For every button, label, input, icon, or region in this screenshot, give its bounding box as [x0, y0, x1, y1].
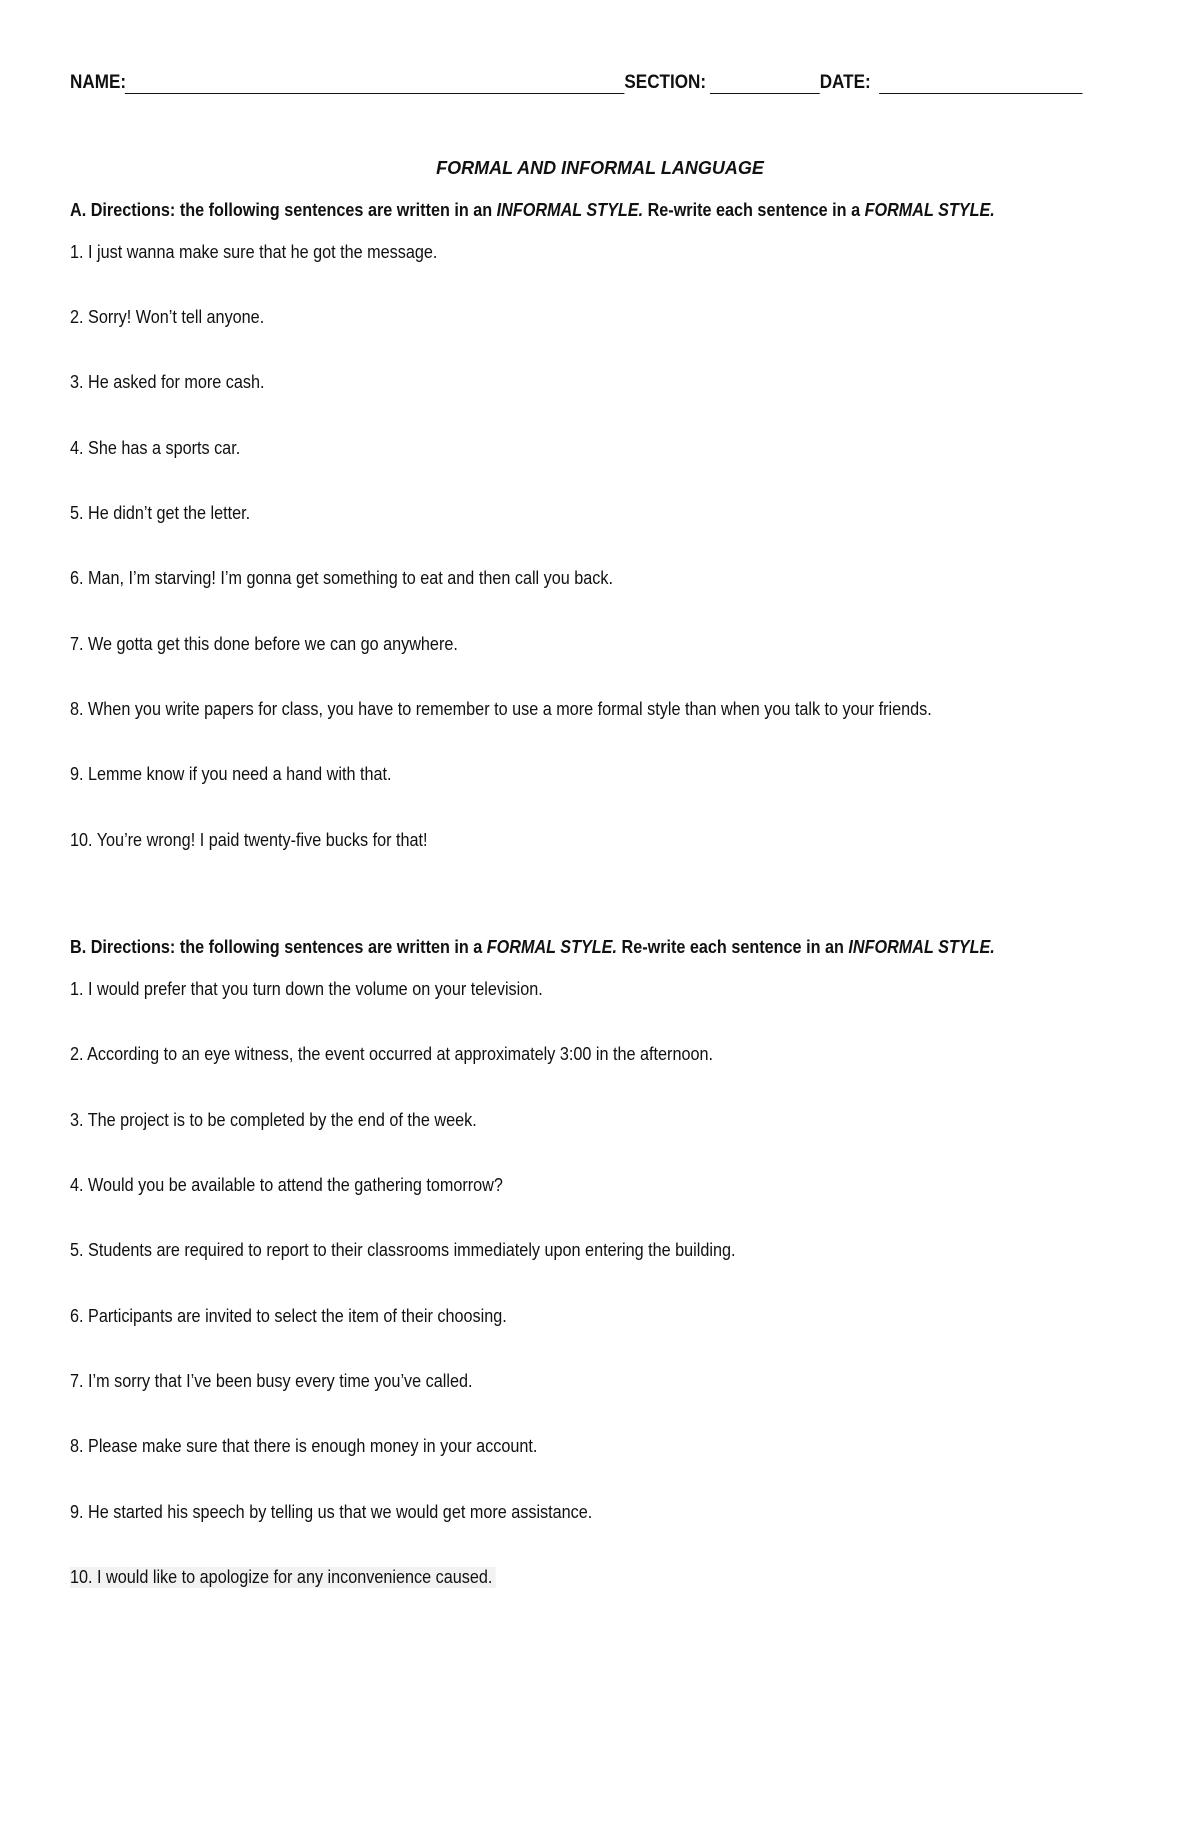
section-a-directions — [70, 200, 995, 221]
section-b-item-7: 7. I’m sorry that I’ve been busy every time you’ve called. — [70, 1371, 473, 1391]
section-a-item-3: 3. He asked for more cash. — [70, 372, 265, 392]
section-b-directions — [70, 937, 995, 958]
worksheet-title: FORMAL AND INFORMAL LANGUAGE — [436, 158, 764, 178]
section-a-style-to: FORMAL STYLE. — [864, 200, 995, 220]
section-a-item-2: 2. Sorry! Won’t tell anyone. — [70, 307, 265, 327]
section-b-item-9: 9. He started his speech by telling us that we would get more assistance. — [70, 1502, 593, 1522]
section-blank-line — [710, 93, 820, 94]
section-b-directions-prefix: B. Directions: the following sentences are written in a — [70, 937, 487, 957]
section-a-item-10: 10. You’re wrong! I paid twenty-five bucks for that! — [70, 830, 428, 850]
name-blank-line — [125, 93, 624, 94]
section-a-item-7: 7. We gotta get this done before we can go anywhere. — [70, 634, 458, 654]
section-a-directions-middle: Re-write each sentence in a — [643, 200, 865, 220]
section-a-style-from: INFORMAL STYLE. — [496, 200, 644, 220]
date-blank-line — [879, 93, 1082, 94]
section-b-item-10: 10. I would like to apologize for any inconvenience caused. — [70, 1567, 496, 1588]
date-label: DATE: — [819, 72, 871, 93]
section-b-style-from: FORMAL STYLE. — [486, 937, 617, 957]
section-b-style-to: INFORMAL STYLE. — [848, 937, 995, 957]
section-b-item-5: 5. Students are required to report to their classrooms immediately upon entering the building. — [70, 1240, 736, 1260]
section-label: SECTION: — [624, 72, 707, 93]
section-b-item-3: 3. The project is to be completed by the end of the week. — [70, 1110, 477, 1130]
section-a-item-9: 9. Lemme know if you need a hand with that. — [70, 764, 392, 784]
section-b-item-1: 1. I would prefer that you turn down the volume on your television. — [70, 979, 543, 999]
section-a-item-4: 4. She has a sports car. — [70, 438, 241, 458]
section-a-item-5: 5. He didn’t get the letter. — [70, 503, 251, 523]
section-a-item-6: 6. Man, I’m starving! I’m gonna get something to eat and then call you back. — [70, 568, 614, 588]
student-info-header — [70, 72, 1020, 96]
section-a-item-8: 8. When you write papers for class, you have to remember to use a more formal style than when you talk to your friends. — [70, 699, 932, 719]
section-a-item-1: 1. I just wanna make sure that he got the message. — [70, 242, 438, 262]
section-b-item-6: 6. Participants are invited to select the item of their choosing. — [70, 1306, 507, 1326]
section-b-directions-middle: Re-write each sentence in an — [616, 937, 849, 957]
section-b-item-2: 2. According to an eye witness, the event occurred at approximately 3:00 in the afternoon. — [70, 1044, 713, 1064]
section-b-item-8: 8. Please make sure that there is enough money in your account. — [70, 1436, 538, 1456]
section-a-directions-prefix: A. Directions: the following sentences are written in an — [70, 200, 497, 220]
name-label: NAME: — [70, 72, 127, 93]
section-b-item-4: 4. Would you be available to attend the gathering tomorrow? — [70, 1175, 503, 1195]
